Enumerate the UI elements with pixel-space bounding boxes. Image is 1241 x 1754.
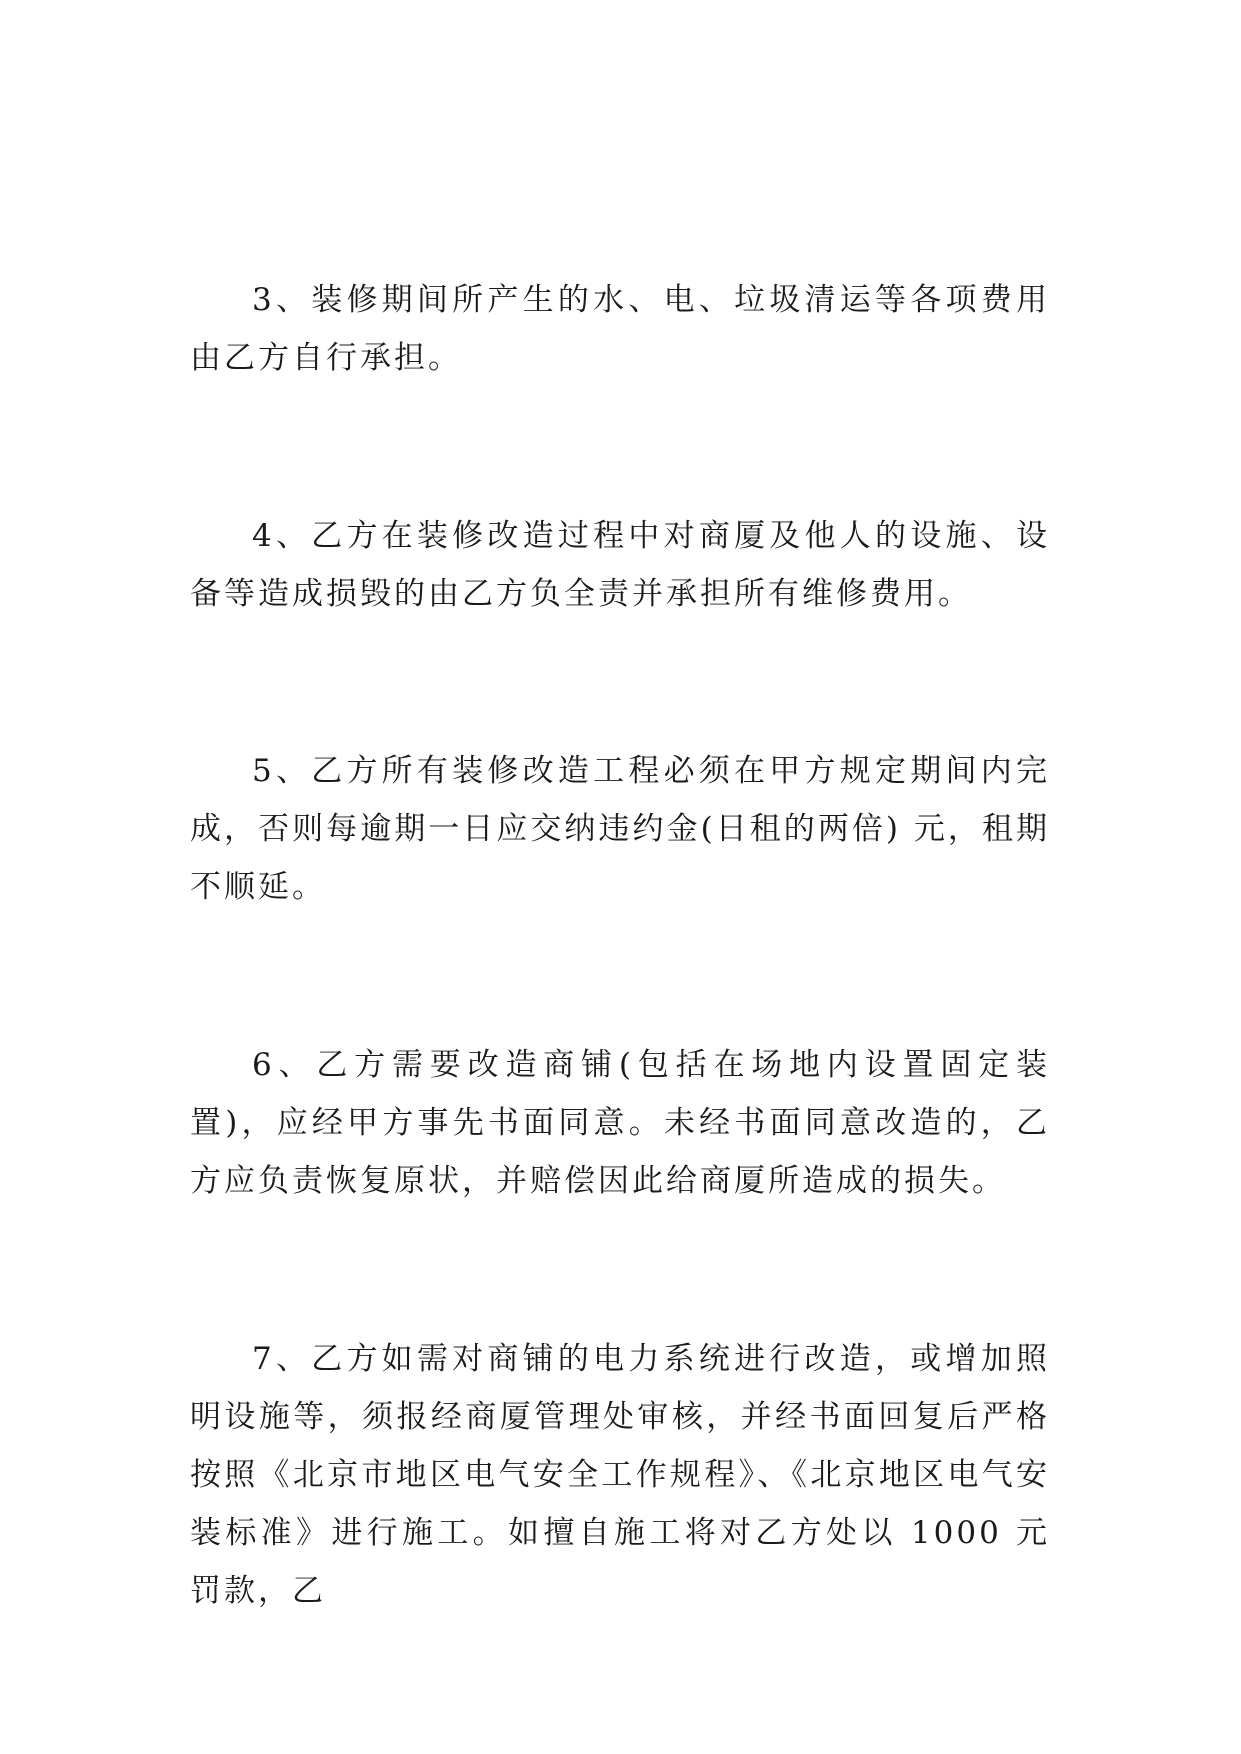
clause-3-paragraph: 3、装修期间所产生的水、电、垃圾清运等各项费用由乙方自行承担。 xyxy=(190,282,1050,376)
clause-6-paragraph: 6、乙方需要改造商铺(包括在场地内设置固定装置)，应经甲方事先书面同意。未经书面同意改造的，乙方应负责恢复原状，并赔偿因此给商厦所造成的损失。 xyxy=(190,1047,1050,1199)
clause-5-paragraph: 5、乙方所有装修改造工程必须在甲方规定期间内完成，否则每逾期一日应交纳违约金(日租的两倍) 元，租期不顺延。 xyxy=(190,753,1050,905)
clause-4-paragraph: 4、乙方在装修改造过程中对商厦及他人的设施、设备等造成损毁的由乙方负全责并承担所有维修费用。 xyxy=(190,518,1050,612)
clause-7-paragraph: 7、乙方如需对商铺的电力系统进行改造，或增加照明设施等，须报经商厦管理处审核，并经书面回复后严格按照《北京市地区电气安全工作规程》、《北京地区电气安装标准》进行施工。如擅自施工将对乙方处以 1000 元罚款，乙 xyxy=(190,1341,1050,1609)
